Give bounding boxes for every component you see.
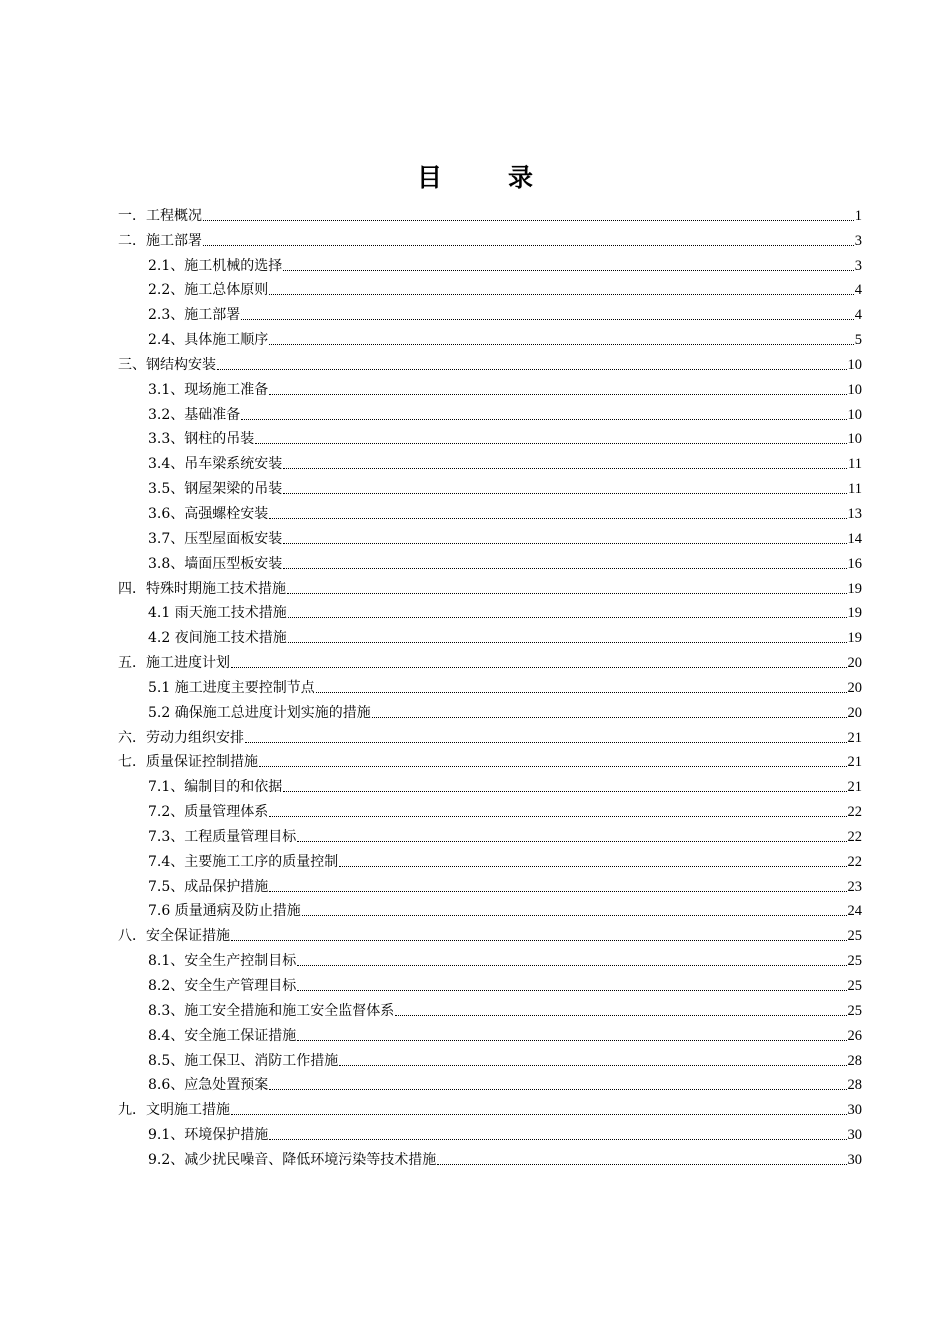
toc-entry-label: 8.6、应急处置预案 (148, 1077, 269, 1094)
dot-leader (283, 567, 846, 569)
dot-leader (339, 865, 846, 867)
toc-section-entry[interactable] (118, 771, 862, 796)
dot-leader (269, 517, 846, 519)
dot-leader (203, 219, 854, 221)
toc-entry-page-number: 10 (847, 356, 862, 373)
dot-leader (339, 1064, 846, 1066)
toc-entry-page-number: 22 (847, 828, 862, 845)
dot-leader (217, 368, 847, 370)
dot-leader (269, 343, 853, 345)
toc-entry-page-number: 20 (847, 704, 862, 721)
toc-entry-label: 3.6、高强螺栓安装 (148, 505, 269, 522)
toc-entry-page-number: 1 (854, 207, 862, 224)
dot-leader (288, 641, 847, 643)
toc-entry-page-number: 19 (847, 630, 862, 647)
page-title (0, 158, 950, 194)
toc-section-entry[interactable] (118, 970, 862, 995)
dot-leader (241, 418, 846, 420)
toc-entry-label: 一．工程概况 (118, 207, 202, 224)
dot-leader (437, 1163, 846, 1165)
toc-entry-label: 八．安全保证措施 (118, 928, 230, 945)
toc-chapter-entry[interactable] (118, 920, 862, 945)
toc-entry-label: 9.1、环境保护措施 (148, 1127, 269, 1144)
toc-section-entry[interactable] (118, 523, 862, 548)
dot-leader (269, 1138, 846, 1140)
toc-entry-label: 8.3、施工安全措施和施工安全监督体系 (148, 1002, 395, 1019)
toc-section-entry[interactable] (118, 1119, 862, 1144)
toc-chapter-entry[interactable] (118, 647, 862, 672)
toc-chapter-entry[interactable] (118, 1094, 862, 1119)
toc-entry-page-number: 11 (848, 456, 862, 473)
toc-entry-page-number: 3 (854, 257, 862, 274)
toc-chapter-entry[interactable] (118, 747, 862, 772)
toc-chapter-entry[interactable] (118, 200, 862, 225)
toc-entry-page-number: 22 (847, 804, 862, 821)
toc-section-entry[interactable] (118, 598, 862, 623)
toc-entry-page-number: 28 (847, 1077, 862, 1094)
toc-entry-page-number: 4 (854, 282, 862, 299)
toc-entry-label: 7.4、主要施工工序的质量控制 (148, 853, 339, 870)
toc-section-entry[interactable] (118, 374, 862, 399)
toc-entry-page-number: 25 (847, 1002, 862, 1019)
toc-entry-label: 8.2、安全生产管理目标 (148, 978, 297, 994)
toc-entry-label: 2.4、具体施工顺序 (148, 332, 269, 349)
toc-chapter-entry[interactable] (118, 573, 862, 598)
toc-entry-label: 7.5、成品保护措施 (148, 878, 269, 895)
toc-entry-label: 4.2 夜间施工技术措施 (148, 630, 287, 647)
toc-entry-label: 2.2、施工总体原则 (148, 282, 269, 299)
dot-leader (297, 989, 846, 991)
toc-entry-label: 8.1、安全生产控制目标 (148, 953, 297, 970)
toc-section-entry[interactable] (118, 672, 862, 697)
toc-entry-label: 7.2、质量管理体系 (148, 804, 269, 821)
toc-section-entry[interactable] (118, 448, 862, 473)
toc-entry-page-number: 25 (847, 978, 862, 994)
dot-leader (269, 815, 846, 817)
dot-leader (283, 790, 846, 792)
toc-entry-page-number: 20 (847, 679, 862, 696)
toc-entry-label: 5.2 确保施工总进度计划实施的措施 (148, 704, 371, 721)
toc-entry-page-number: 3 (854, 232, 862, 249)
title-char-1: 目 (416, 163, 442, 192)
toc-section-entry[interactable] (118, 846, 862, 871)
toc-entry-label: 3.3、钢柱的吊装 (148, 431, 255, 448)
dot-leader (297, 840, 846, 842)
toc-entry-label: 2.1、施工机械的选择 (148, 257, 283, 274)
title-char-2: 录 (508, 163, 534, 192)
toc-entry-page-number: 20 (847, 655, 862, 672)
toc-entry-page-number: 21 (847, 729, 862, 746)
toc-section-entry[interactable] (118, 250, 862, 275)
toc-section-entry[interactable] (118, 1070, 862, 1095)
toc-entry-page-number: 30 (847, 1127, 862, 1144)
toc-section-entry[interactable] (118, 275, 862, 300)
toc-section-entry[interactable] (118, 821, 862, 846)
dot-leader (297, 964, 846, 966)
dot-leader (288, 616, 847, 618)
dot-leader (269, 393, 846, 395)
toc-entry-page-number: 5 (854, 332, 862, 349)
dot-leader (283, 269, 853, 271)
toc-entry-page-number: 10 (847, 431, 862, 448)
toc-entry-page-number: 30 (847, 1151, 862, 1168)
toc-entry-page-number: 26 (847, 1027, 862, 1044)
dot-leader (302, 914, 847, 916)
toc-section-entry[interactable] (118, 498, 862, 523)
toc-entry-page-number: 19 (847, 580, 862, 597)
toc-entry-label: 7.6 质量通病及防止措施 (148, 903, 301, 920)
toc-entry-page-number: 28 (847, 1052, 862, 1069)
toc-entry-label: 九．文明施工措施 (118, 1102, 230, 1119)
dot-leader (372, 716, 847, 718)
toc-section-entry[interactable] (118, 1020, 862, 1045)
dot-leader (231, 1113, 847, 1115)
toc-section-entry[interactable] (118, 622, 862, 647)
toc-section-entry[interactable] (118, 1144, 862, 1169)
toc-section-entry[interactable] (118, 473, 862, 498)
toc-entry-label: 3.5、钢屋架梁的吊装 (148, 481, 283, 498)
dot-leader (231, 939, 847, 941)
toc-section-entry[interactable] (118, 548, 862, 573)
toc-entry-label: 3.2、基础准备 (148, 406, 241, 423)
dot-leader (316, 691, 847, 693)
toc-entry-page-number: 10 (847, 406, 862, 423)
toc-section-entry[interactable] (118, 697, 862, 722)
toc-entry-label: 四．特殊时期施工技术措施 (118, 580, 286, 597)
dot-leader (287, 592, 847, 594)
toc-section-entry[interactable] (118, 324, 862, 349)
toc-entry-label: 9.2、减少扰民噪音、降低环境污染等技术措施 (148, 1151, 437, 1168)
toc-section-entry[interactable] (118, 424, 862, 449)
toc-entry-label: 8.5、施工保卫、消防工作措施 (148, 1052, 339, 1069)
toc-section-entry[interactable] (118, 1045, 862, 1070)
toc-section-entry[interactable] (118, 871, 862, 896)
toc-entry-label: 3.8、墙面压型板安装 (148, 555, 283, 572)
toc-entry-page-number: 25 (847, 953, 862, 970)
dot-leader (269, 293, 853, 295)
dot-leader (283, 467, 847, 469)
toc-entry-label: 七．质量保证控制措施 (118, 754, 258, 771)
toc-entry-page-number: 24 (847, 903, 862, 920)
table-of-contents (118, 200, 862, 1169)
toc-entry-label: 五．施工进度计划 (118, 655, 230, 672)
toc-section-entry[interactable] (118, 945, 862, 970)
toc-entry-page-number: 13 (847, 505, 862, 522)
dot-leader (395, 1014, 846, 1016)
toc-entry-page-number: 25 (847, 928, 862, 945)
toc-entry-label: 4.1 雨天施工技术措施 (148, 605, 287, 622)
toc-entry-page-number: 30 (847, 1102, 862, 1119)
dot-leader (269, 1088, 846, 1090)
toc-entry-page-number: 21 (847, 779, 862, 796)
dot-leader (255, 442, 846, 444)
toc-section-entry[interactable] (118, 796, 862, 821)
toc-entry-label: 三、钢结构安装 (118, 356, 216, 373)
toc-entry-label: 8.4、安全施工保证措施 (148, 1027, 297, 1044)
toc-entry-page-number: 23 (847, 878, 862, 895)
toc-entry-label: 3.7、压型屋面板安装 (148, 530, 283, 547)
toc-section-entry[interactable] (118, 299, 862, 324)
toc-entry-label: 2.3、施工部署 (148, 307, 241, 324)
toc-entry-label: 六．劳动力组织安排 (118, 729, 244, 746)
toc-entry-label: 7.3、工程质量管理目标 (148, 828, 297, 845)
dot-leader (283, 542, 846, 544)
toc-entry-page-number: 11 (848, 481, 862, 498)
toc-entry-page-number: 10 (847, 381, 862, 398)
toc-entry-page-number: 4 (854, 307, 862, 324)
dot-leader (203, 244, 854, 246)
dot-leader (231, 666, 847, 668)
toc-entry-label: 7.1、编制目的和依据 (148, 779, 283, 796)
toc-entry-page-number: 21 (847, 754, 862, 771)
dot-leader (241, 318, 853, 320)
toc-entry-label: 5.1 施工进度主要控制节点 (148, 679, 315, 696)
dot-leader (269, 890, 846, 892)
toc-chapter-entry[interactable] (118, 722, 862, 747)
toc-section-entry[interactable] (118, 399, 862, 424)
dot-leader (259, 765, 847, 767)
toc-entry-page-number: 22 (847, 853, 862, 870)
toc-entry-page-number: 19 (847, 605, 862, 622)
toc-entry-label: 3.1、现场施工准备 (148, 381, 269, 398)
toc-entry-page-number: 14 (847, 530, 862, 547)
toc-chapter-entry[interactable] (118, 225, 862, 250)
toc-section-entry[interactable] (118, 995, 862, 1020)
dot-leader (245, 741, 847, 743)
toc-entry-label: 二．施工部署 (118, 232, 202, 249)
toc-entry-label: 3.4、吊车梁系统安装 (148, 456, 283, 473)
toc-section-entry[interactable] (118, 896, 862, 921)
dot-leader (297, 1039, 846, 1041)
dot-leader (283, 492, 847, 494)
toc-chapter-entry[interactable] (118, 349, 862, 374)
toc-entry-page-number: 16 (847, 555, 862, 572)
